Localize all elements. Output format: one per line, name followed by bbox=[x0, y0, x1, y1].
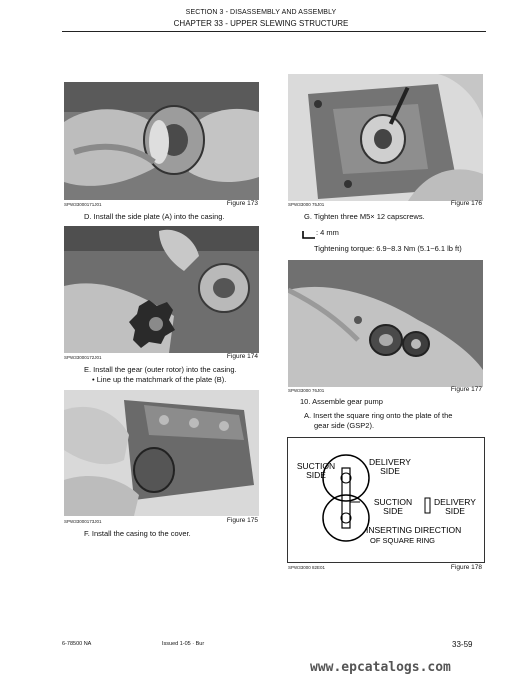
figure-174-label: Figure 174 bbox=[226, 353, 258, 360]
step-10-text: 10. Assemble gear pump bbox=[300, 397, 383, 406]
figure-174-code: SPW33000172J01 bbox=[64, 355, 102, 360]
figure-177-code: SPW33000 76J01 bbox=[288, 388, 325, 393]
figure-173-code: SPW33000171J01 bbox=[64, 202, 102, 207]
suction-side-label: SUCTION SIDE bbox=[296, 461, 336, 480]
figure-176-label: Figure 176 bbox=[450, 200, 482, 207]
photo-gear-pump-parts bbox=[288, 260, 483, 387]
delivery-side-label-2: DELIVERY SIDE bbox=[434, 497, 476, 516]
photo-gear-install bbox=[64, 226, 259, 353]
chapter-header: CHAPTER 33 - UPPER SLEWING STRUCTURE bbox=[173, 19, 349, 28]
hex-wrench-icon bbox=[302, 227, 316, 245]
photo-side-plate-install bbox=[64, 82, 259, 200]
figure-173-label: Figure 173 bbox=[226, 200, 258, 207]
watermark-text: www.epcatalogs.com bbox=[310, 660, 451, 675]
figure-178-code: SPW33000 82E01 bbox=[288, 565, 326, 570]
section-header: SECTION 3 - DISASSEMBLY AND ASSEMBLY bbox=[185, 9, 337, 16]
suction-side-label-2: SUCTION SIDE bbox=[373, 497, 413, 516]
figure-175-label: Figure 175 bbox=[226, 517, 258, 524]
step-a-line2: gear side (GSP2). bbox=[314, 421, 375, 430]
figure-175-code: SPW33000173J01 bbox=[64, 519, 102, 524]
torque-text: Tightening torque: 6.9~8.3 Nm (5.1~6.1 lb ft) bbox=[314, 244, 462, 253]
photo-casing-to-cover bbox=[64, 390, 259, 516]
delivery-side-label: DELIVERY SIDE bbox=[369, 457, 411, 476]
issue-date: Issued 1-05 · Bur bbox=[162, 641, 205, 647]
figure-176-code: SPW33000 75J01 bbox=[288, 202, 325, 207]
doc-number: 6-78500 NA bbox=[62, 641, 92, 647]
step-e-bullet: • Line up the matchmark of the plate (B). bbox=[92, 375, 227, 384]
figure-177-label: Figure 177 bbox=[450, 386, 482, 393]
tool-size-text: : 4 mm bbox=[316, 228, 339, 237]
step-a-line1: A. Insert the square ring onto the plate of the bbox=[304, 411, 453, 420]
page-number: 33-59 bbox=[452, 640, 473, 649]
step-d-text: D. Install the side plate (A) into the casing. bbox=[84, 212, 225, 221]
photo-tighten-capscrews bbox=[288, 74, 483, 201]
step-g-text: G. Tighten three M5× 12 capscrews. bbox=[304, 212, 425, 221]
header-rule bbox=[62, 31, 486, 32]
inserting-direction-label: INSERTING DIRECTION bbox=[366, 525, 462, 535]
step-f-text: F. Install the casing to the cover. bbox=[84, 529, 191, 538]
square-ring-diagram bbox=[287, 437, 485, 563]
of-square-ring-label: OF SQUARE RING bbox=[370, 536, 436, 545]
step-e-text: E. Install the gear (outer rotor) into the casing. bbox=[84, 365, 237, 374]
figure-178-label: Figure 178 bbox=[450, 564, 482, 571]
